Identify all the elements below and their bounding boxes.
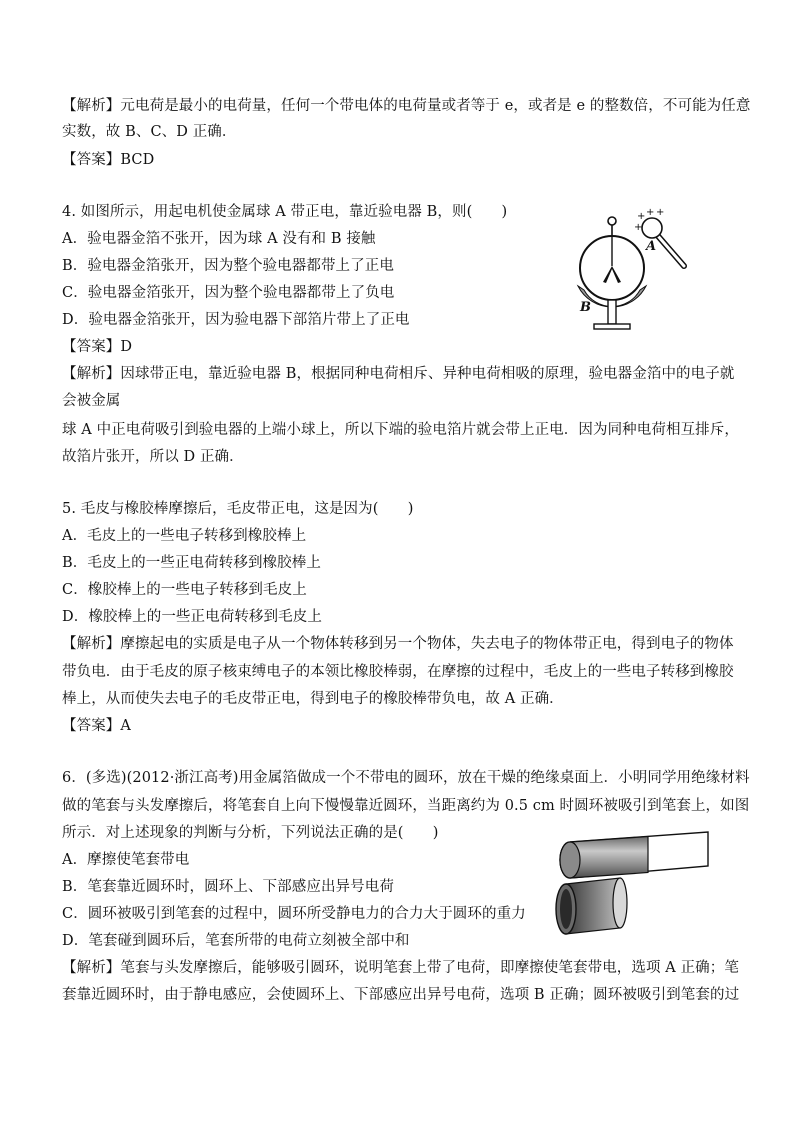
q6-option-d: D．笔套碰到圆环后，笔套所带的电荷立刻被全部中和 [62, 933, 410, 949]
q3-analysis-line-2: 实数，故 B、C、D 正确． [62, 124, 237, 140]
q4-option-a: A．验电器金箔不张开，因为球 A 没有和 B 接触 [62, 231, 376, 247]
q5-option-d: D．橡胶棒上的一些正电荷转移到毛皮上 [62, 609, 322, 625]
q6-stem-line-2: 做的笔套与头发摩擦后，将笔套自上向下慢慢靠近圆环，当距离约为 0.5 cm 时圆环被吸引到笔套上，如图 [62, 798, 750, 814]
q4-analysis-line-4: 故箔片张开，所以 D 正确． [62, 449, 244, 465]
q4-stem: 4. 如图所示，用起电机使金属球 A 带正电，靠近验电器 B，则( ) [62, 204, 508, 220]
q5-answer: 【答案】A [62, 718, 131, 734]
label-a: A [646, 239, 657, 254]
ring-inner [560, 889, 572, 929]
q5-analysis-line-2: 带负电．由于毛皮的原子核束缚电子的本领比橡胶棒弱，在摩擦的过程中，毛皮上的一些电子转移到橡胶 [62, 664, 734, 680]
q4-option-b: B．验电器金箔张开，因为整个验电器都带上了正电 [62, 258, 394, 274]
q6-option-c: C．圆环被吸引到笔套的过程中，圆环所受静电力的合力大于圆环的重力 [62, 906, 526, 922]
q4-answer: 【答案】D [62, 339, 133, 355]
q6-stem-line-1: 6．(多选)(2012·浙江高考)用金属箔做成一个不带电的圆环，放在干燥的绝缘桌面上．小明同学用绝缘材料 [62, 770, 750, 786]
q6-option-a: A．摩擦使笔套带电 [62, 852, 190, 868]
q4-analysis-line-3: 球 A 中正电荷吸引到验电器的上端小球上，所以下端的验电箔片就会带上正电．因为同种电荷相互排斥， [62, 422, 739, 438]
q6-analysis-line-1: 【解析】笔套与头发摩擦后，能够吸引圆环，说明笔套上带了电荷，即摩擦使笔套带电，选项 A 正确；笔 [62, 960, 739, 976]
q4-option-d: D．验电器金箔张开，因为验电器下部箔片带上了正电 [62, 312, 410, 328]
q5-option-a: A．毛皮上的一些电子转移到橡胶棒上 [62, 528, 307, 544]
q5-analysis-line-3: 棒上，从而使失去电子的毛皮带正电，得到电子的橡胶棒带负电，故 A 正确． [62, 691, 564, 707]
q4-analysis-line-1: 【解析】因球带正电，靠近验电器 B，根据同种电荷相斥、异种电荷相吸的原理，验电器金箔中的电子就 [62, 366, 735, 382]
ring-right-edge [613, 878, 627, 928]
pen-cap-end [560, 842, 580, 878]
charge-plus-4: + [634, 222, 643, 233]
electroscope-figure [570, 208, 695, 336]
charge-plus-1: + [637, 211, 646, 222]
sphere-handle-inner [658, 236, 684, 266]
q5-analysis-line-1: 【解析】摩擦起电的实质是电子从一个物体转移到另一个物体，失去电子的物体带正电，得到电子的物体 [62, 636, 734, 652]
q6-stem-line-3: 所示．对上述现象的判断与分析，下列说法正确的是( ) [62, 825, 439, 841]
charge-plus-3: + [656, 208, 665, 218]
q6-option-b: B．笔套靠近圆环时，圆环上、下部感应出异号电荷 [62, 879, 394, 895]
electroscope-knob [608, 217, 616, 225]
q5-option-b: B．毛皮上的一些正电荷转移到橡胶棒上 [62, 555, 321, 571]
pen-cap-figure [552, 828, 712, 940]
q3-answer: 【答案】BCD [62, 152, 155, 168]
q5-stem: 5. 毛皮与橡胶棒摩擦后，毛皮带正电，这是因为( ) [62, 501, 414, 517]
electroscope-stand [608, 300, 616, 324]
label-b: B [580, 300, 591, 315]
q3-analysis-line-1: 【解析】元电荷是最小的电荷量，任何一个带电体的电荷量或者等于 e，或者是 e 的整数倍，不可能为任意 [62, 98, 751, 114]
charge-plus-2: + [646, 208, 655, 218]
q4-option-c: C．验电器金箔张开，因为整个验电器都带上了负电 [62, 285, 395, 301]
q5-option-c: C．橡胶棒上的一些电子转移到毛皮上 [62, 582, 307, 598]
q4-analysis-line-2: 会被金属 [62, 393, 121, 409]
electroscope-base [594, 324, 630, 329]
q6-analysis-line-2: 套靠近圆环时，由于静电感应，会使圆环上、下部感应出异号电荷，选项 B 正确；圆环被吸引到笔套的过 [62, 987, 740, 1003]
